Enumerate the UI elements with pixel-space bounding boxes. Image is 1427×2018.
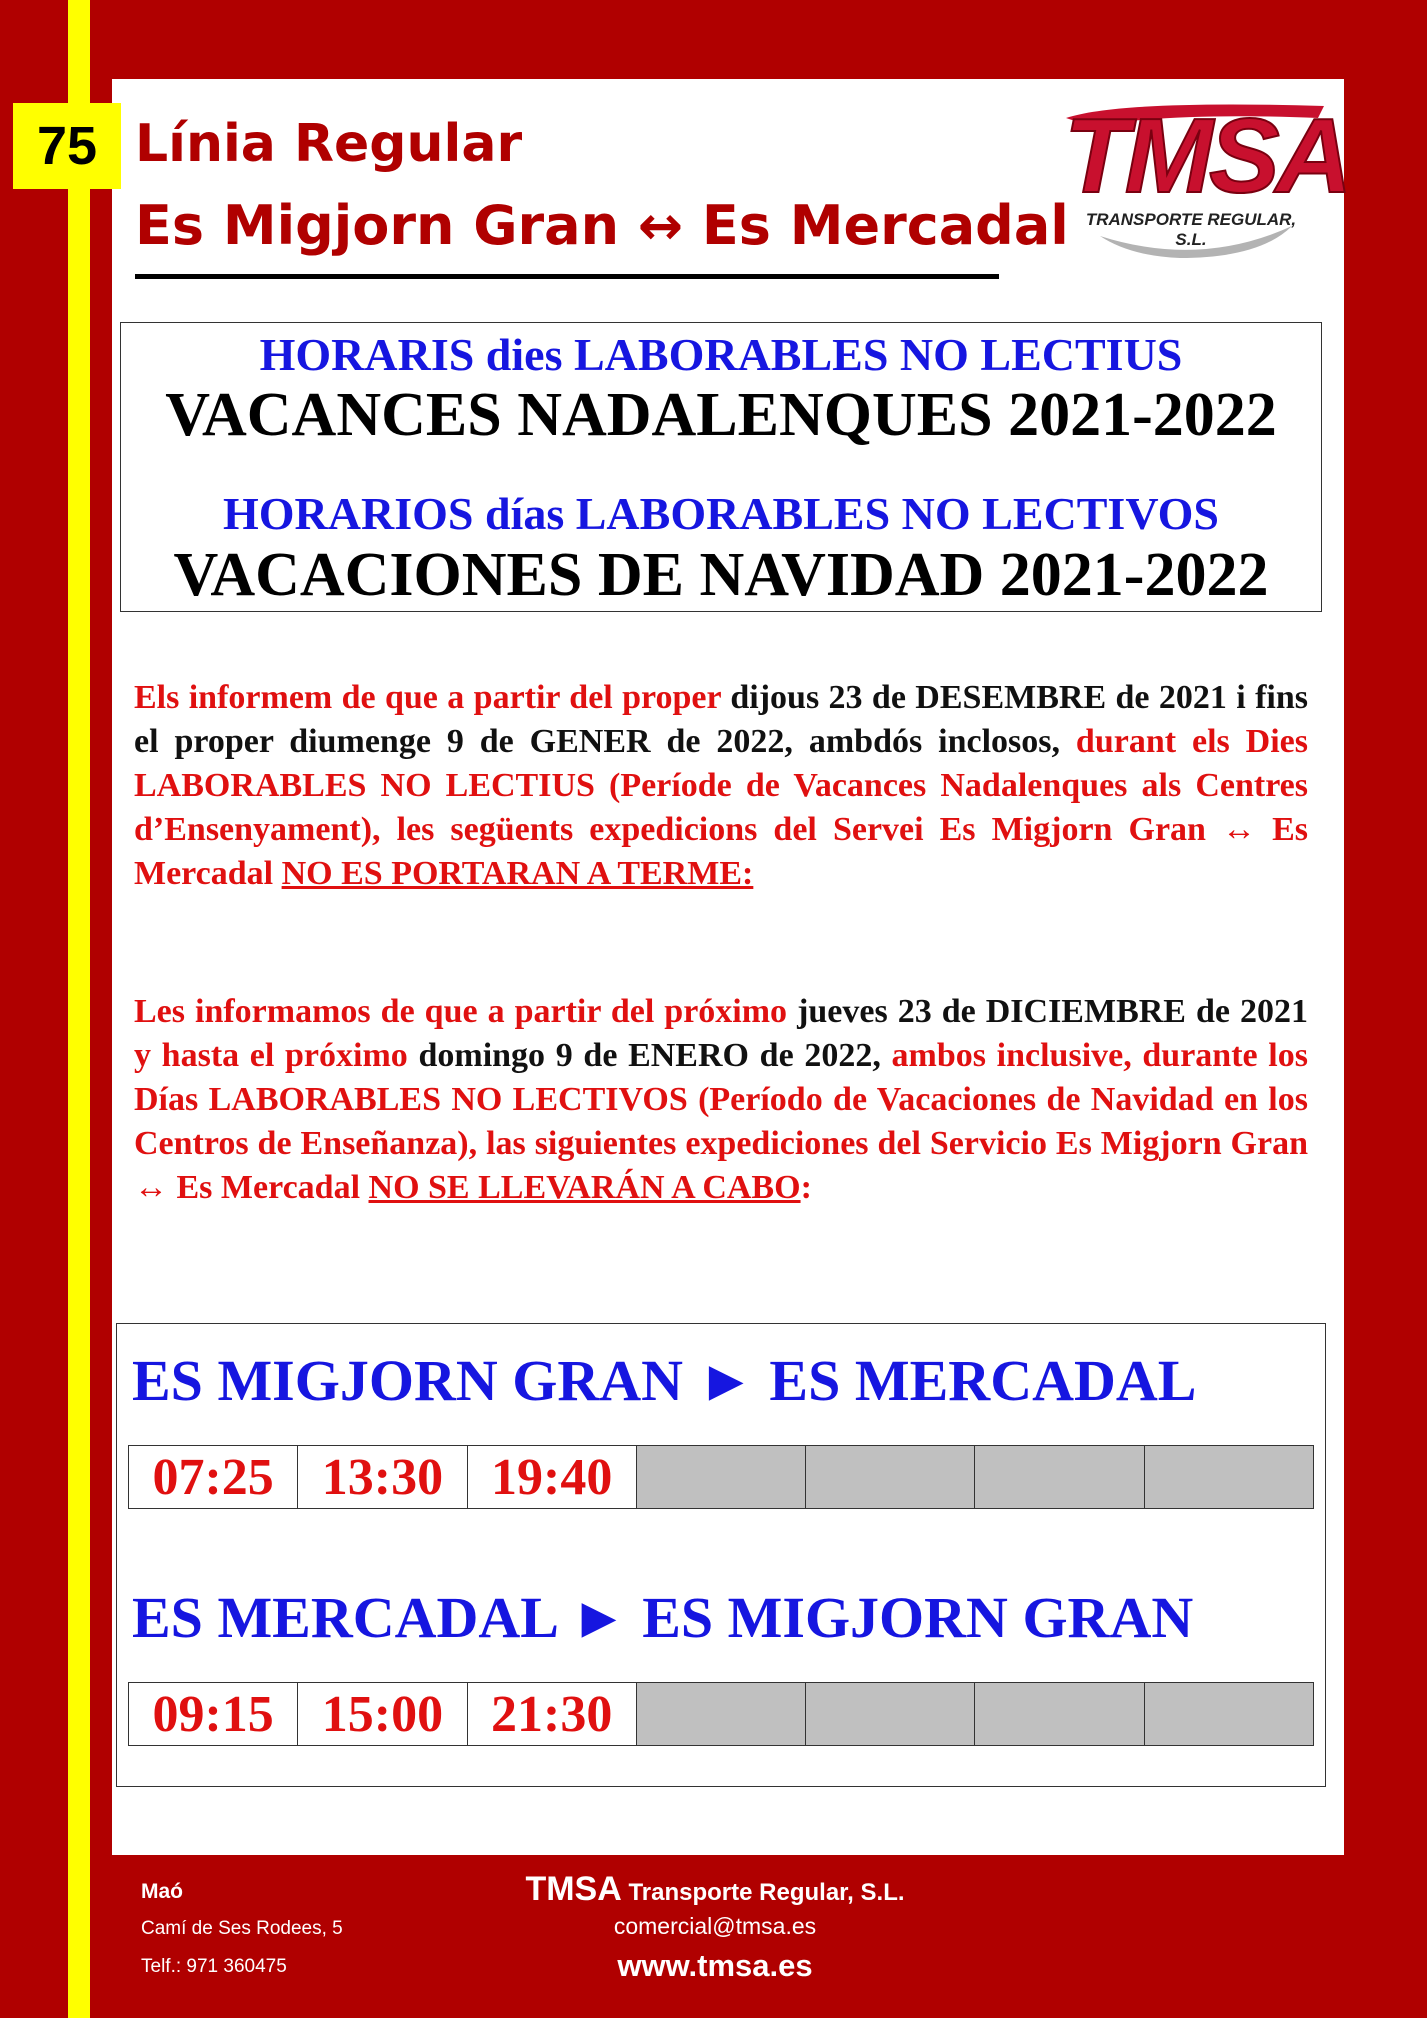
notice-es-cancelled: NO SE LLEVARÁN A CABO [368, 1169, 801, 1206]
time-cell: 21:30 [468, 1683, 637, 1745]
empty-time-cell [1145, 1446, 1313, 1508]
notice-es-part1: Les informamos de que a partir del próximo [134, 993, 798, 1030]
time-cell: 19:40 [468, 1446, 637, 1508]
footer-address: Camí de Ses Rodees, 5 [141, 1918, 343, 1939]
empty-time-cell [806, 1446, 975, 1508]
header-ca-line2: VACANCES NADALENQUES 2021-2022 [165, 381, 1277, 449]
logo-subtitle: TRANSPORTE REGULAR, S.L. [1085, 210, 1297, 249]
yellow-stripe [68, 0, 90, 2018]
title-underline [135, 274, 999, 279]
notice-spanish [134, 990, 1308, 1210]
footer-website[interactable]: www.tmsa.es [617, 1948, 813, 1983]
empty-time-cell [637, 1446, 806, 1508]
footer-phone: Telf.: 971 360475 [141, 1956, 287, 1977]
notice-ca-part3: durant els Dies LABORABLES NO LECTIUS (Període de Vacances Nadalenques als Centres d’Ensenyament), les següents expedicions del Servei Es Migjorn Gran ↔ Es Mercadal [134, 723, 1308, 892]
title-route-name: Es Migjorn Gran ↔ Es Mercadal [135, 194, 1069, 257]
header-ca-line1: HORARIS dies LABORABLES NO LECTIUS [259, 329, 1183, 380]
header-es-line2: VACACIONES DE NAVIDAD 2021-2022 [173, 541, 1269, 609]
time-cell: 07:25 [129, 1446, 298, 1508]
notice-es-end-date: domingo 9 de ENERO de 2022, [418, 1037, 881, 1074]
header-es-line1: HORARIOS días LABORABLES NO LECTIVOS [222, 488, 1219, 539]
time-cell: 15:00 [298, 1683, 467, 1745]
footer-company [430, 1870, 1000, 1909]
notice-ca-dates: dijous 23 de DESEMBRE de 2021 i fins el proper diumenge 9 de GENER de 2022, ambdós inclosos, [134, 679, 1308, 760]
notice-es-colon: : [800, 1169, 812, 1206]
direction-title: ES MERCADAL ► ES MIGJORN GRAN [132, 1585, 1194, 1650]
title-line-regular: Línia Regular [135, 114, 523, 174]
notice-ca-part1: Els informem de que a partir del proper [134, 679, 731, 716]
logo-text: TMSA [1064, 97, 1349, 215]
empty-time-cell [1145, 1683, 1313, 1745]
notice-ca-cancelled: NO ES PORTARAN A TERME: [281, 855, 754, 892]
timetable-row [128, 1682, 1314, 1746]
footer-company-name: Transporte Regular, S.L. [621, 1879, 905, 1906]
time-cell: 13:30 [298, 1446, 467, 1508]
time-cell: 09:15 [129, 1683, 298, 1745]
empty-time-cell [975, 1683, 1144, 1745]
notice-es-start-date: jueves 23 de DICIEMBRE de 2021 [797, 993, 1308, 1030]
direction-title: ES MIGJORN GRAN ► ES MERCADAL [132, 1348, 1197, 1413]
timetable-row [128, 1445, 1314, 1509]
empty-time-cell [806, 1683, 975, 1745]
footer-company-brand: TMSA [525, 1870, 622, 1908]
notice-catalan [134, 676, 1308, 896]
route-number-badge: 75 [13, 103, 121, 189]
footer-email[interactable]: comercial@tmsa.es [613, 1913, 817, 1939]
footer-city: Maó [141, 1880, 183, 1903]
empty-time-cell [637, 1683, 806, 1745]
notice-es-part5: ambos inclusive, durante los Días LABORABLES NO LECTIVOS (Período de Vacaciones de Navidad en los Centros de Enseñanza), las siguientes expediciones del Servicio Es Migjorn Gran ↔ Es Mercadal [134, 1037, 1308, 1206]
empty-time-cell [975, 1446, 1144, 1508]
notice-es-part3: y hasta el próximo [134, 1037, 419, 1074]
